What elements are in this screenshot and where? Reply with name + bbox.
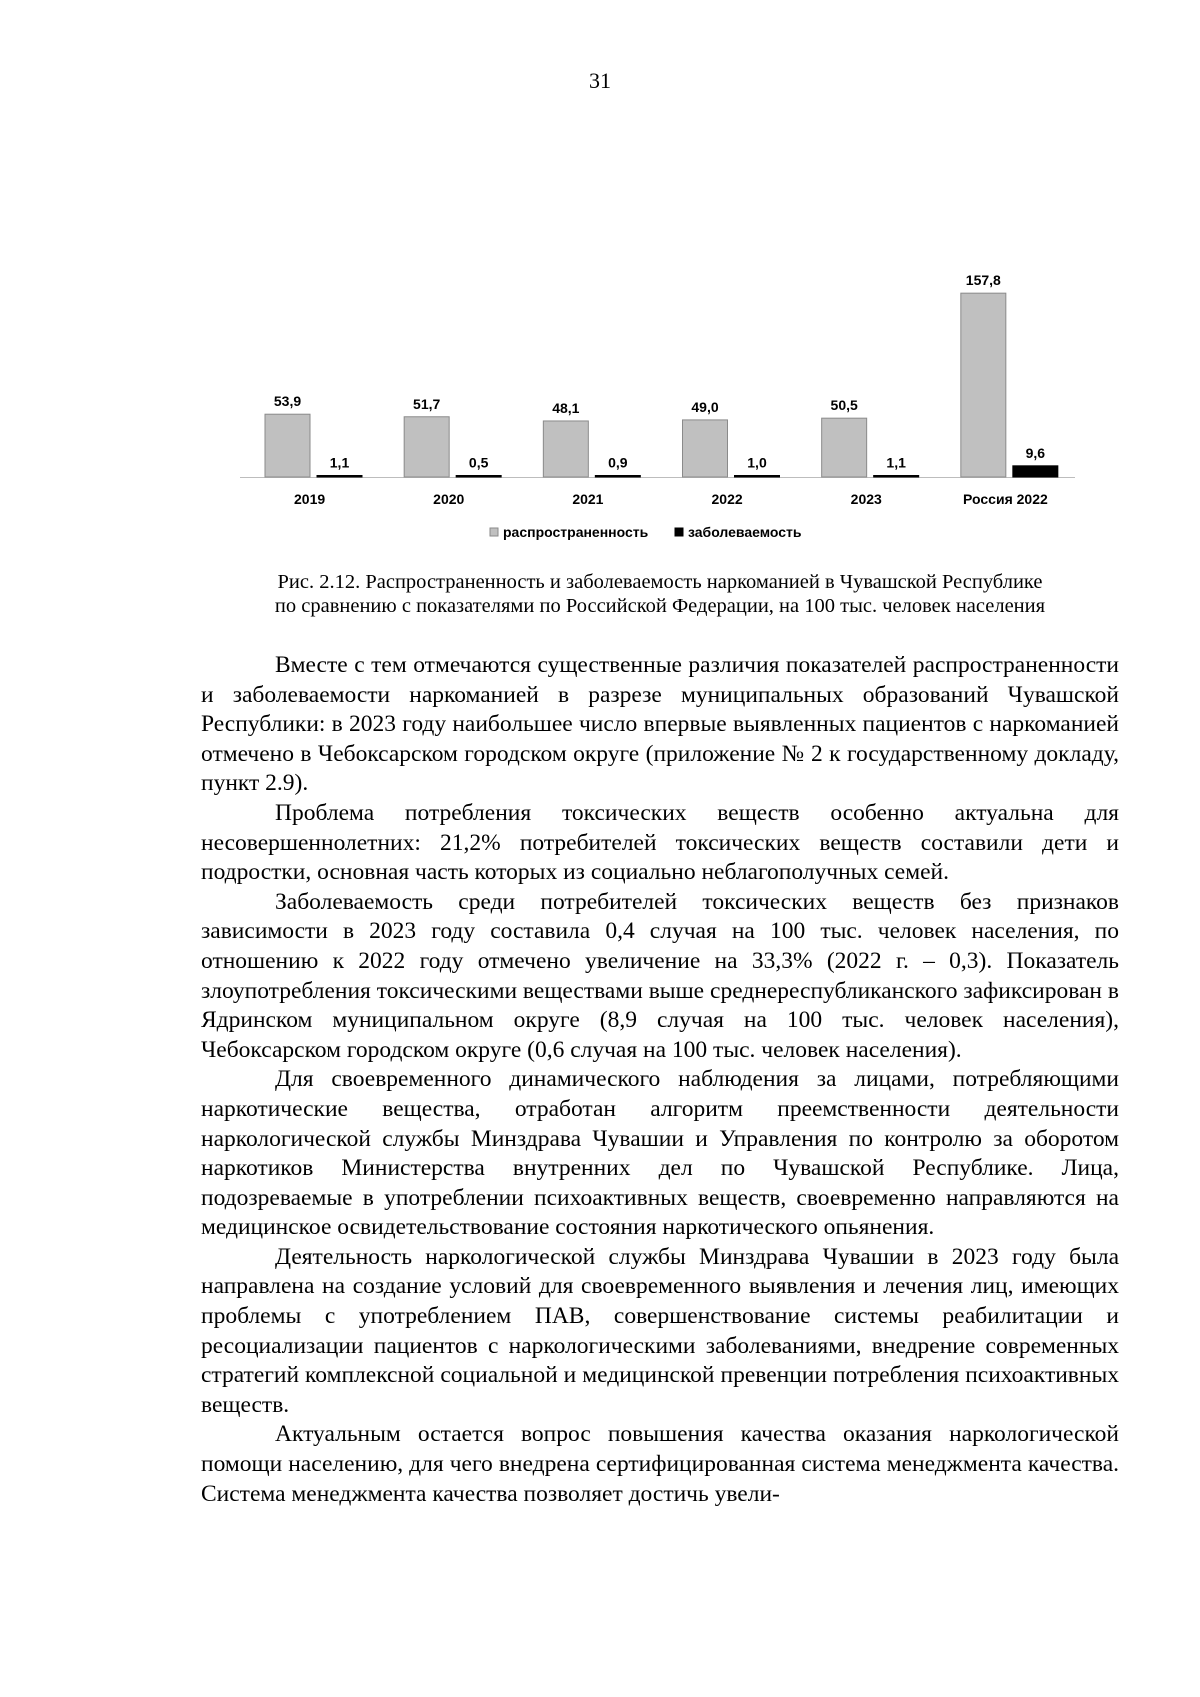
caption-line-2: по сравнению с показателями по Российской Федерации, на 100 тыс. человек населения: [274, 595, 1046, 617]
bar-prevalence: [404, 417, 449, 477]
legend-label-incidence: заболеваемость: [688, 524, 802, 540]
body-text: [201, 651, 1119, 1509]
data-label: 48,1: [552, 399, 580, 416]
page-number: 31: [589, 68, 611, 93]
data-label: 9,6: [1025, 444, 1046, 461]
bar-incidence: [317, 476, 362, 478]
bar-prevalence: [683, 420, 728, 477]
paragraph: Для своевременного динамического наблюдения за лицами, потребляющими наркотические вещества, отработан алгоритм преемственности деятельности наркологической службы Минздрава Чувашии и Управления по контролю за оборотом наркотиков Министерства внутренних дел по Чувашской Республике. Лица, подозреваемые в употреблении психоактивных веществ, своевременно направляются на медицинское освидетельствование состояния наркотического опьянения.: [201, 1066, 1119, 1241]
bar-prevalence: [961, 293, 1006, 477]
bar-chart: [0, 0, 1200, 560]
bar-prevalence: [265, 414, 310, 477]
bar-incidence: [735, 476, 780, 478]
x-tick-label: Россия 2022: [963, 491, 1048, 507]
legend-swatch-prevalence: [490, 528, 498, 536]
x-tick-label: 2019: [294, 491, 326, 507]
bar-incidence: [874, 476, 919, 478]
bar-prevalence: [822, 418, 867, 477]
data-label: 49,0: [691, 398, 719, 415]
bar-incidence: [595, 476, 640, 478]
bar-prevalence: [543, 421, 588, 477]
caption-line-1: Рис. 2.12. Распространенность и заболеваемость наркоманией в Чувашской Республике: [277, 571, 1043, 593]
data-label: 1,0: [747, 454, 767, 471]
legend-label-prevalence: распространенность: [503, 524, 649, 540]
figure-caption: [200, 570, 1120, 618]
paragraph: Вместе с тем отмечаются существенные различия показателей распространенности и заболеваемости наркоманией в разрезе муниципальных образований Чувашской Республики: в 2023 году наибольшее число впервые выявленных пациентов с наркоманией отмечено в Чебоксарском городском округе (приложение № 2 к государственному докладу, пункт 2.9).: [201, 652, 1119, 797]
bar-incidence: [456, 476, 501, 478]
paragraph: Проблема потребления токсических веществ особенно актуальна для несовершеннолетних: 21,2% потребителей токсических веществ составили дети и подростки, основная часть которых из социально неблагополучных семей.: [201, 799, 1119, 886]
data-label: 1,1: [329, 454, 350, 471]
data-label: 53,9: [273, 393, 302, 410]
bar-incidence: [1013, 466, 1058, 477]
data-label: 51,7: [413, 395, 441, 412]
paragraph: Деятельность наркологической службы Минздрава Чувашии в 2023 году была направлена на создание условий для своевременного выявления и лечения лиц, имеющих проблемы с употреблением ПАВ, совершенствование системы реабилитации и ресоциализации пациентов с наркологическими заболеваниями, внедрение современных стратегий комплексной социальной и медицинской превенции потребления психоактивных веществ.: [201, 1243, 1119, 1418]
data-label: 157,8: [965, 272, 1001, 289]
legend-swatch-incidence: [675, 528, 683, 536]
data-label: 1,1: [886, 454, 906, 471]
paragraph: Заболеваемость среди потребителей токсических веществ без признаков зависимости в 2023 году составила 0,4 случая на 100 тыс. человек населения, по отношению к 2022 году отмечено увеличение на 33,3% (2022 г. – 0,3). Показатель злоупотребления токсическими веществами выше среднереспубликанского зафиксирован в Ядринском муниципальном округе (8,9 случая на 100 тыс. человек населения), Чебоксарском городском округе (0,6 случая на 100 тыс. человек населения).: [201, 888, 1119, 1063]
data-label: 0,9: [608, 454, 628, 471]
x-tick-label: 2023: [850, 491, 882, 507]
paragraph: Актуальным остается вопрос повышения качества оказания наркологической помощи населению, для чего внедрена сертифицированная система менеджмента качества. Система менеджмента качества позволяет достичь увели-: [201, 1421, 1119, 1507]
x-tick-label: 2020: [433, 491, 465, 507]
x-tick-label: 2021: [572, 491, 604, 507]
data-label: 0,5: [468, 454, 489, 471]
x-tick-label: 2022: [711, 491, 743, 507]
data-label: 50,5: [830, 397, 858, 414]
